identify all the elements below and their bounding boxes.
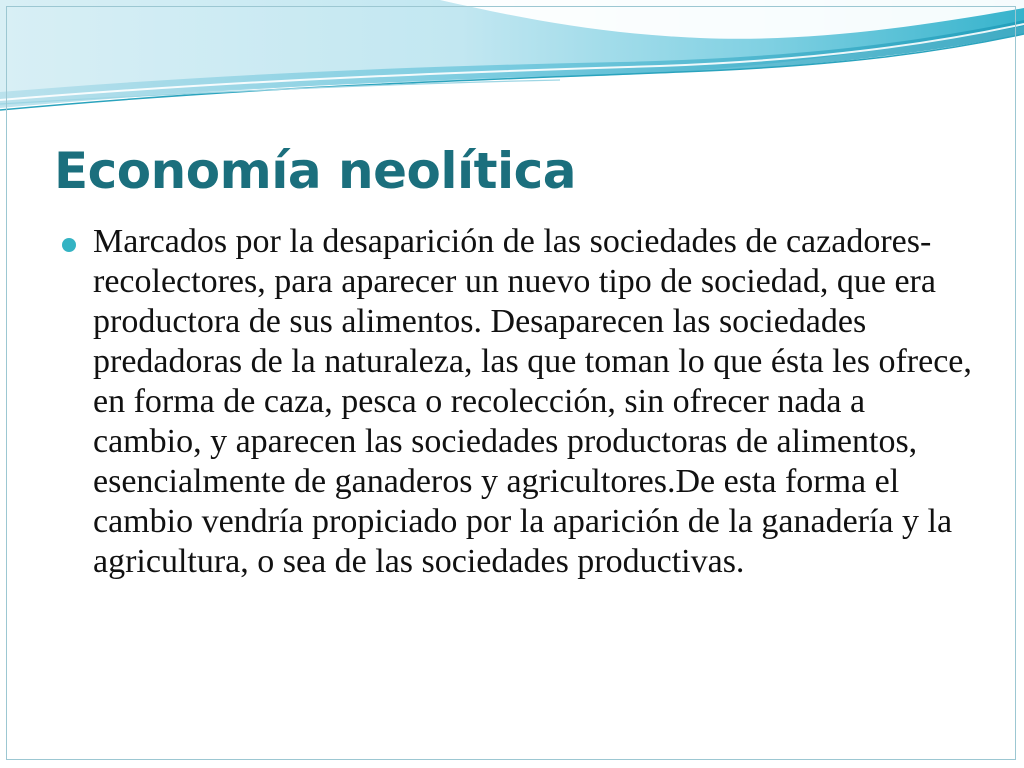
slide-title: Economía neolítica xyxy=(54,142,577,200)
wave-header-decoration xyxy=(0,0,1024,130)
bullet-text: Marcados por la desaparición de las sociedades de cazadores-recolectores, para aparecer un nuevo tipo de sociedad, que era productora de sus alimentos. Desaparecen las sociedades predadoras de la naturaleza, las que toman lo que ésta les ofrece, en forma de caza, pesca o recolección, sin ofrecer nada a cambio, y aparecen las sociedades productoras de alimentos, esencialmente de ganaderos y agricultores.De esta forma el cambio vendría propiciado por la aparición de la ganadería y la agricultura, o sea de las sociedades productivas. xyxy=(93,223,972,580)
bullet-item xyxy=(62,222,972,582)
bullet-dot-icon xyxy=(62,238,76,252)
slide-content xyxy=(62,222,972,582)
